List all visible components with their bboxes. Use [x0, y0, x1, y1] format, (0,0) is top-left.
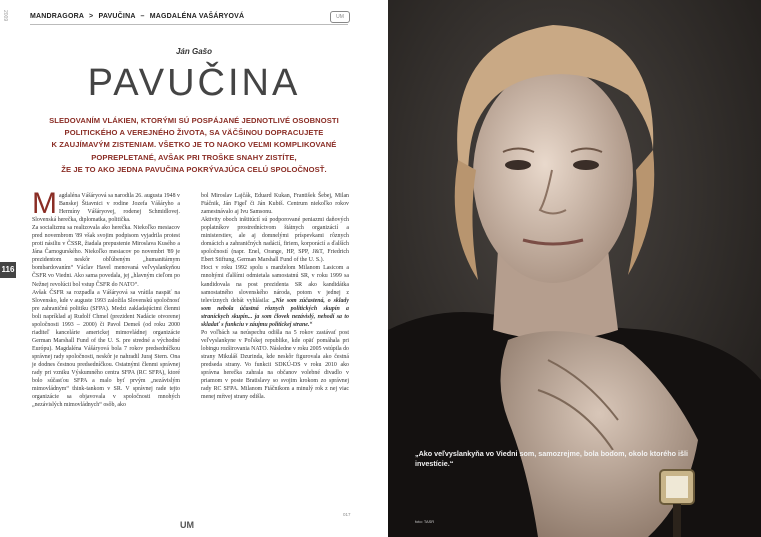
breadcrumb — [30, 13, 244, 20]
breadcrumb-separator: > — [89, 13, 94, 20]
right-page — [388, 0, 761, 537]
paragraph-text: Hoci v roku 1992 spolu s manželom Milanom Lasicom a mnohými ďalšími odmietala samostatnú SR, v roku 1999 sa kandidovala na post prezidenta SR ako kandidátka samostatného slovenského národa, potom v jednej z televíznych debát vyhlásila: — [201, 265, 349, 304]
paragraph: Po voľbách sa neúspechu odišla na 5 rokov zastávať post veľvyslankyne v Poľskej republike, kde opäť pomáhala pri lobingu rozširovania NATO. Následne v roku 2005 vstúpila do strany Mikuláš Dzurinda, kde neskôr figurovala ako čestná predseda strany. Vo funkcii SDKÚ-DS v roku 2010 ako správna herečka zahrala na občanov volebné divadlo v priamom v poste Bratislavy so svojim krokom zo správnej rady RC SFPA. Milanom Ftáčnikom a minulý rok z nej viac menej mŕtvej strany odišla. — [201, 329, 349, 401]
lede-line: K ZAUJÍMAVÝM ZISTENIAM. VŠETKO JE TO NAOKO VEĽMI KOMPLIKOVANÉ — [51, 140, 337, 150]
lede-line: ŽE JE TO AKO JEDNA PAVUČINA POKRÝVAJÚCA CELÚ SPOLOČNOSŤ. — [61, 164, 327, 174]
breadcrumb-separator: – — [140, 13, 145, 20]
spine-label: 2009 — [2, 10, 8, 22]
pull-quote: „Nie som zúčastená, o sklady som nebola účastná rôznych politických skupín a straníckych skupín... ja som človek nezávislý, nehodí sa to skladať s funkciu v záujmu politickej strane.“ — [201, 297, 349, 328]
article-title: PAVUČINA — [87, 62, 301, 104]
paragraph — [201, 264, 349, 328]
header-divider — [30, 24, 348, 25]
paragraph: bol Miroslav Lajčák, Eduard Kukan, František Šebej, Milan Ftáčnik, Ján Figeľ či Ján Kubiš. Centrum niekoľko rokov zamestnávalo aj Ivu Samsonu. — [201, 193, 349, 216]
paragraph: Avšak ČSFR sa rozpadla a Vášáryová sa vrátila naspäť na Slovensko, kde v auguste 1993 založila Slovenskú spoločnosť pre zahraničnú politiku (SFPA). Medzi zakladajúcimi členmi boli napríklad aj Rudolf Chmel (prezident Nadácie otvorenej spoločnosti 1993 – 2000) či Pavol Demeš (od roku 2000 riaditeľ kancelárie americkej mimovládnej organizácie German Marshall Fund of the U. S. pre stredné a východné Európu). Magdaléna Vášáryová bola 7 rokov predsedníčkou správnej rady spoločnosti, neskôr je nahradil Juraj Stern. Ona je dodnes čestnou predsedníčkou. Ostatnými členmi správnej rady pri vzniku Výskumného centra SFPA (RC SFPA), ktoré bolo súčasťou SFPA a malo byť prvým „nezávislým mimovládnym“ think-tankom v SR. V správnej rade tejto organizácie sa objavovala v spoločnosti mnohých „nezávislých mimovládnych“ osôb, ako — [32, 289, 180, 409]
breadcrumb-topic[interactable]: PAVUČINA — [98, 13, 136, 20]
photo-caption: „Ako veľvyslankyňa vo Viedni som, samozrejme, bola bodom, okolo ktorého išli investície.“ — [415, 449, 689, 468]
dropcap: M — [32, 187, 57, 220]
photo-credit: foto: TASR — [415, 519, 435, 524]
article-lede — [34, 115, 354, 176]
lede-line: POPREPLETANÉ, AVŠAK PRI TROŠKE SNAHY ZISTÍTE, — [91, 152, 297, 162]
page-number-tab: 116 — [0, 262, 16, 278]
article-column-1 — [32, 187, 180, 409]
paragraph: Aktivity oboch inštitúcií sú podporované peniazmi daňových poplatníkov prostredníctvom štátnych organizácií a ministerstiev, ale aj domnelými príspevkami rôznych domácich a zahraničných nadácií, firiem, korporácií a ďalších spoločností (napr. Enel, Orange, HP, SPP, J&T, Friedrich Ebert Stiftung, German Marshall Fund of the U. S.). — [201, 217, 349, 264]
paragraph: agdaléna Vášáryová sa narodila 26. augusta 1948 v Banskej Štiavnici v rodine Jozefa Vášáryho a Hermíny Vášáryovej, rodenej Schmidlovej. Slovenská herečka, diplomatka, politička. — [32, 193, 180, 224]
breadcrumb-subject: MAGDALÉNA VAŠÁRYOVÁ — [149, 13, 245, 20]
folio: 017 — [343, 512, 351, 517]
article-author: Ján Gašo — [175, 47, 212, 56]
lede-line: POLITICKÉHO A VEREJNÉHO ŽIVOTA, SA VÄČŠINOU DOPRACUJETE — [64, 128, 324, 138]
article-column-2 — [201, 192, 349, 401]
magazine-logo-icon: UM — [330, 11, 350, 23]
lede-line: SLEDOVANÍM VLÁKIEN, KTORÝMI SÚ POSPÁJANÉ JEDNOTLIVÉ OSOBNOSTI — [49, 116, 339, 125]
paragraph: Za socializmu sa realizovala ako herečka. Niekoľko mesiacov pred novembrom '89 však svojim podpisom vyjadrila protest proti násiliu v ČSSR, žiadala prepustenie Miroslava Kusého a Jána Čarnogurského. Niekoľko mesiacov po novembri '89 je prezidentom neskôr obľúbeným „humanitárnym bombardovaním“ Václav Havel menovaná veľvyslankyňou ČSFR vo Viedni. Ako sama povedala, jej „hlavným cieľom po Nežnej revolúcii bol vstup ČSFR do NATO“. — [32, 225, 180, 288]
footer-logo-icon: UM — [180, 520, 194, 530]
breadcrumb-section[interactable]: MANDRAGORA — [30, 13, 84, 20]
